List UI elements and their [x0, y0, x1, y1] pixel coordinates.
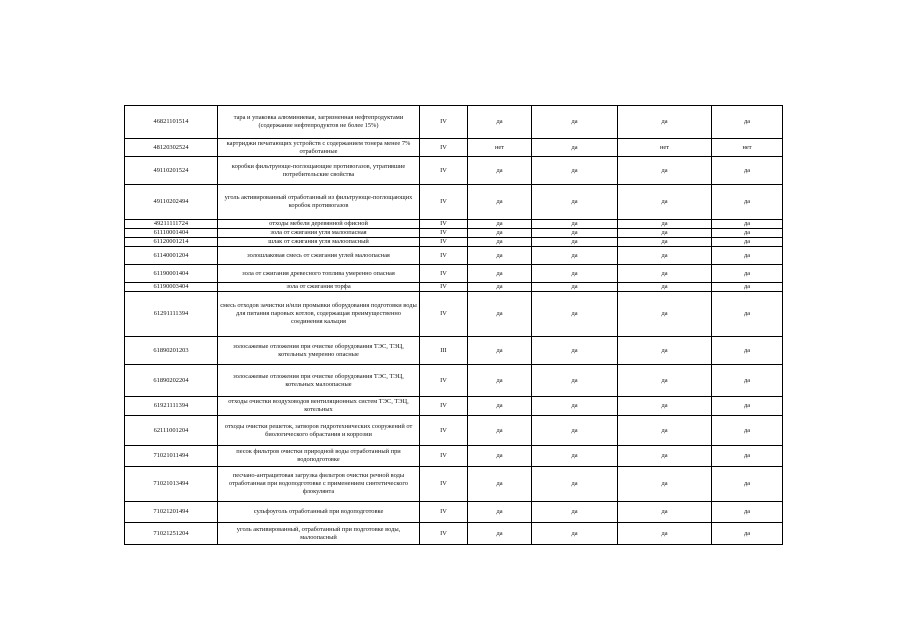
flag-cell-1: да — [468, 416, 532, 446]
flag-cell-3: да — [618, 229, 712, 238]
waste-code-cell: 49110202494 — [125, 185, 218, 220]
hazard-class-cell: IV — [420, 365, 468, 397]
hazard-class-cell: IV — [420, 416, 468, 446]
flag-cell-2: да — [532, 397, 618, 416]
waste-code-cell: 48120302524 — [125, 139, 218, 157]
flag-cell-2: да — [532, 292, 618, 337]
flag-cell-4: да — [712, 265, 783, 283]
flag-cell-2: да — [532, 337, 618, 365]
flag-cell-3: да — [618, 467, 712, 502]
flag-cell-2: да — [532, 283, 618, 292]
waste-code-cell: 71021013494 — [125, 467, 218, 502]
flag-cell-3: да — [618, 292, 712, 337]
table-row — [125, 467, 783, 502]
flag-cell-4: да — [712, 365, 783, 397]
flag-cell-3: да — [618, 446, 712, 467]
waste-code-cell: 49211111724 — [125, 220, 218, 229]
hazard-class-cell: IV — [420, 265, 468, 283]
flag-cell-2: да — [532, 247, 618, 265]
flag-cell-3: да — [618, 337, 712, 365]
flag-cell-1: да — [468, 106, 532, 139]
flag-cell-1: да — [468, 467, 532, 502]
flag-cell-1: да — [468, 337, 532, 365]
flag-cell-4: да — [712, 502, 783, 523]
flag-cell-1: да — [468, 238, 532, 247]
hazard-class-cell: IV — [420, 283, 468, 292]
hazard-class-cell: IV — [420, 106, 468, 139]
flag-cell-3: да — [618, 247, 712, 265]
waste-classification-table — [124, 105, 783, 545]
waste-name-cell: золосажевые отложения при очистке оборудования ТЭС, ТЭЦ, котельных умеренно опасные — [218, 337, 420, 365]
waste-name-cell: песчано-антрацитовая загрузка фильтров очистки речной воды отработанная при водоподготовке с применением синтетического флокулянта — [218, 467, 420, 502]
flag-cell-2: да — [532, 446, 618, 467]
waste-code-cell: 46821101514 — [125, 106, 218, 139]
flag-cell-1: да — [468, 446, 532, 467]
flag-cell-2: да — [532, 220, 618, 229]
hazard-class-cell: IV — [420, 185, 468, 220]
flag-cell-4: да — [712, 416, 783, 446]
flag-cell-1: да — [468, 523, 532, 545]
flag-cell-1: да — [468, 220, 532, 229]
waste-code-cell: 61190003404 — [125, 283, 218, 292]
flag-cell-1: да — [468, 397, 532, 416]
waste-name-cell: зола от сжигания торфа — [218, 283, 420, 292]
table-row — [125, 247, 783, 265]
hazard-class-cell: IV — [420, 220, 468, 229]
flag-cell-1: да — [468, 365, 532, 397]
waste-name-cell: коробки фильтрующе-поглощающие противогазов, утратившие потребительские свойства — [218, 157, 420, 185]
flag-cell-4: да — [712, 247, 783, 265]
flag-cell-4: да — [712, 229, 783, 238]
waste-name-cell: песок фильтров очистки природной воды отработанный при водоподготовке — [218, 446, 420, 467]
table-row — [125, 185, 783, 220]
flag-cell-2: да — [532, 467, 618, 502]
flag-cell-4: да — [712, 292, 783, 337]
flag-cell-3: да — [618, 185, 712, 220]
table-row — [125, 523, 783, 545]
table-row — [125, 416, 783, 446]
flag-cell-3: да — [618, 106, 712, 139]
waste-name-cell: уголь активированный, отработанный при подготовке воды, малоопасный — [218, 523, 420, 545]
flag-cell-4: да — [712, 523, 783, 545]
hazard-class-cell: IV — [420, 446, 468, 467]
hazard-class-cell: IV — [420, 229, 468, 238]
flag-cell-3: да — [618, 523, 712, 545]
waste-name-cell: отходы очистки воздуховодов вентиляционных систем ТЭС, ТЭЦ, котельных — [218, 397, 420, 416]
waste-code-cell: 61890201203 — [125, 337, 218, 365]
table-row — [125, 337, 783, 365]
table-row — [125, 397, 783, 416]
flag-cell-2: да — [532, 416, 618, 446]
waste-code-cell: 61120001214 — [125, 238, 218, 247]
table-row — [125, 446, 783, 467]
flag-cell-4: да — [712, 397, 783, 416]
waste-code-cell: 62111001204 — [125, 416, 218, 446]
hazard-class-cell: III — [420, 337, 468, 365]
table-row — [125, 139, 783, 157]
flag-cell-3: да — [618, 416, 712, 446]
flag-cell-4: да — [712, 446, 783, 467]
waste-name-cell: золошлаковая смесь от сжигания углей малоопасная — [218, 247, 420, 265]
flag-cell-1: да — [468, 283, 532, 292]
flag-cell-2: да — [532, 106, 618, 139]
waste-name-cell: смесь отходов зачистки и/или промывки оборудования подготовки воды для питания паровых котлов, содержащая преимущественно соединения кальция — [218, 292, 420, 337]
flag-cell-1: да — [468, 185, 532, 220]
waste-code-cell: 61291111394 — [125, 292, 218, 337]
hazard-class-cell: IV — [420, 523, 468, 545]
flag-cell-1: нет — [468, 139, 532, 157]
hazard-class-cell: IV — [420, 238, 468, 247]
flag-cell-3: да — [618, 238, 712, 247]
hazard-class-cell: IV — [420, 397, 468, 416]
waste-code-cell: 71021201494 — [125, 502, 218, 523]
flag-cell-2: да — [532, 185, 618, 220]
hazard-class-cell: IV — [420, 292, 468, 337]
waste-code-cell: 49110201524 — [125, 157, 218, 185]
waste-name-cell: отходы мебели деревянной офисной — [218, 220, 420, 229]
flag-cell-4: да — [712, 220, 783, 229]
waste-code-cell: 61110001404 — [125, 229, 218, 238]
waste-name-cell: зола от сжигания угля малоопасная — [218, 229, 420, 238]
waste-name-cell: тара и упаковка алюминиевая, загрязненная нефтепродуктами (содержание нефтепродуктов не более 15%) — [218, 106, 420, 139]
flag-cell-4: да — [712, 467, 783, 502]
flag-cell-3: да — [618, 265, 712, 283]
flag-cell-2: да — [532, 365, 618, 397]
table-row — [125, 265, 783, 283]
table-row — [125, 283, 783, 292]
flag-cell-3: да — [618, 502, 712, 523]
waste-code-cell: 61890202204 — [125, 365, 218, 397]
waste-code-cell: 61140001204 — [125, 247, 218, 265]
waste-code-cell: 61921111394 — [125, 397, 218, 416]
flag-cell-4: да — [712, 157, 783, 185]
flag-cell-1: да — [468, 247, 532, 265]
flag-cell-2: да — [532, 238, 618, 247]
flag-cell-4: да — [712, 337, 783, 365]
flag-cell-4: да — [712, 106, 783, 139]
flag-cell-1: да — [468, 157, 532, 185]
waste-name-cell: зола от сжигания древесного топлива умеренно опасная — [218, 265, 420, 283]
table-row — [125, 292, 783, 337]
flag-cell-2: да — [532, 139, 618, 157]
flag-cell-3: да — [618, 283, 712, 292]
waste-code-cell: 71021251204 — [125, 523, 218, 545]
flag-cell-3: да — [618, 365, 712, 397]
table-row — [125, 365, 783, 397]
hazard-class-cell: IV — [420, 157, 468, 185]
waste-name-cell: шлак от сжигания угля малоопасный — [218, 238, 420, 247]
table-row — [125, 238, 783, 247]
flag-cell-1: да — [468, 229, 532, 238]
flag-cell-4: да — [712, 238, 783, 247]
flag-cell-4: да — [712, 283, 783, 292]
flag-cell-2: да — [532, 523, 618, 545]
flag-cell-4: да — [712, 185, 783, 220]
flag-cell-2: да — [532, 502, 618, 523]
hazard-class-cell: IV — [420, 139, 468, 157]
hazard-class-cell: IV — [420, 247, 468, 265]
waste-code-cell: 61190001404 — [125, 265, 218, 283]
waste-name-cell: золосажевые отложения при очистке оборудования ТЭС, ТЭЦ, котельных малоопасные — [218, 365, 420, 397]
waste-name-cell: уголь активированный отработанный из фильтрующе-поглощающих коробок противогазов — [218, 185, 420, 220]
flag-cell-2: да — [532, 265, 618, 283]
table-row — [125, 502, 783, 523]
flag-cell-4: нет — [712, 139, 783, 157]
table-row — [125, 229, 783, 238]
waste-name-cell: отходы очистки решеток, затворов гидротехнических сооружений от биологического обрастания и коррозии — [218, 416, 420, 446]
waste-code-cell: 71021011494 — [125, 446, 218, 467]
flag-cell-1: да — [468, 502, 532, 523]
table-body — [125, 106, 783, 545]
flag-cell-3: нет — [618, 139, 712, 157]
flag-cell-3: да — [618, 220, 712, 229]
table-row — [125, 220, 783, 229]
waste-name-cell: сульфоуголь отработанный при водоподготовке — [218, 502, 420, 523]
hazard-class-cell: IV — [420, 467, 468, 502]
flag-cell-2: да — [532, 229, 618, 238]
flag-cell-3: да — [618, 397, 712, 416]
hazard-class-cell: IV — [420, 502, 468, 523]
table-row — [125, 106, 783, 139]
flag-cell-1: да — [468, 265, 532, 283]
flag-cell-2: да — [532, 157, 618, 185]
flag-cell-3: да — [618, 157, 712, 185]
table-row — [125, 157, 783, 185]
flag-cell-1: да — [468, 292, 532, 337]
waste-name-cell: картриджи печатающих устройств с содержанием тонера менее 7% отработанные — [218, 139, 420, 157]
